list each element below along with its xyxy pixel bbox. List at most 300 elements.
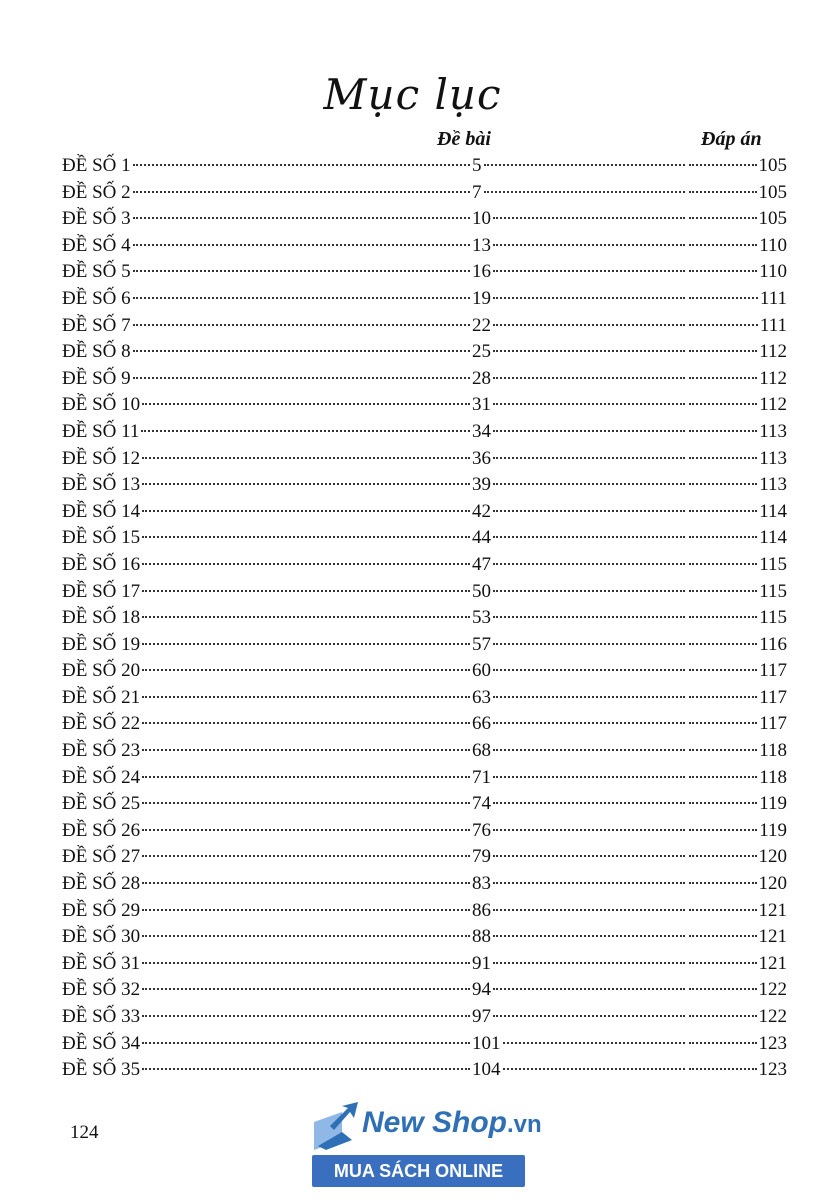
toc-debai-cell [472,685,687,712]
dot-leader [142,909,470,911]
dot-leader [689,403,757,405]
toc-dapan-cell [687,605,787,632]
toc-label-cell [62,259,472,286]
dot-leader [493,643,685,645]
toc-debai-page: 34 [472,420,491,442]
toc-dapan-page: 121 [758,899,787,921]
toc-label-cell [62,765,472,792]
dot-leader [493,217,685,219]
toc-debai-page: 42 [472,500,491,522]
dot-leader [493,350,685,352]
dot-leader [142,536,470,538]
toc-label-cell [62,1004,472,1031]
toc-entry-label: ĐỀ SỐ 15 [62,527,141,549]
toc-row [62,233,787,260]
toc-dapan-cell [687,525,787,552]
dot-leader [689,457,757,459]
dot-leader [142,802,470,804]
toc-row [62,658,787,685]
dot-leader [142,457,470,459]
toc-dapan-cell [687,313,787,340]
toc-row [62,499,787,526]
toc-dapan-page: 113 [759,420,787,442]
brand-tld: .vn [507,1111,542,1138]
toc-debai-page: 57 [472,633,491,655]
toc-debai-cell [472,711,687,738]
toc-debai-page: 74 [472,793,491,815]
toc-debai-page: 91 [472,952,491,974]
dot-leader [493,855,685,857]
toc-entry-label: ĐỀ SỐ 18 [62,607,141,629]
dot-leader [142,563,470,565]
toc-debai-page: 50 [472,580,491,602]
dot-leader [493,563,685,565]
dot-leader [142,616,470,618]
toc-debai-cell [472,818,687,845]
toc-dapan-page: 112 [759,341,787,363]
toc-dapan-page: 119 [759,819,787,841]
dot-leader [689,590,757,592]
toc-entry-label: ĐỀ SỐ 24 [62,766,141,788]
toc-dapan-page: 119 [759,793,787,815]
dot-leader [689,191,757,193]
toc-dapan-page: 122 [758,979,787,1001]
toc-dapan-cell [687,366,787,393]
toc-entry-label: ĐỀ SỐ 30 [62,926,141,948]
dot-leader [142,829,470,831]
dot-leader [689,1015,757,1017]
toc-row [62,366,787,393]
toc-row [62,765,787,792]
column-header-dap-an: Đáp án [701,128,762,150]
dot-leader [133,217,470,219]
toc-dapan-cell [687,259,787,286]
dot-leader [493,962,685,964]
toc-debai-cell [472,658,687,685]
dot-leader [689,1042,757,1044]
toc-dapan-cell [687,711,787,738]
toc-dapan-page: 110 [759,234,787,256]
toc-label-cell [62,924,472,951]
toc-entry-label: ĐỀ SỐ 29 [62,899,141,921]
toc-row [62,951,787,978]
toc-debai-page: 104 [472,1059,501,1081]
toc-debai-page: 31 [472,394,491,416]
toc-label-cell [62,685,472,712]
toc-debai-page: 7 [472,181,482,203]
toc-row [62,605,787,632]
toc-entry-label: ĐỀ SỐ 13 [62,474,141,496]
toc-debai-page: 94 [472,979,491,1001]
dot-leader [493,457,685,459]
toc-dapan-page: 112 [759,367,787,389]
toc-dapan-page: 120 [758,846,787,868]
toc-entry-label: ĐỀ SỐ 9 [62,367,131,389]
toc-dapan-cell [687,472,787,499]
toc-label-cell [62,791,472,818]
toc-debai-cell [472,366,687,393]
dot-leader [133,164,470,166]
toc-dapan-page: 123 [758,1059,787,1081]
toc-dapan-cell [687,738,787,765]
toc-dapan-cell [687,632,787,659]
toc-row [62,738,787,765]
dot-leader [133,297,470,299]
toc-dapan-page: 120 [758,873,787,895]
toc-dapan-cell [687,286,787,313]
toc-debai-cell [472,871,687,898]
toc-debai-page: 63 [472,686,491,708]
toc-entry-label: ĐỀ SỐ 28 [62,873,141,895]
toc-row [62,791,787,818]
dot-leader [493,909,685,911]
dot-leader [689,217,757,219]
toc-dapan-cell [687,1057,787,1084]
toc-entry-label: ĐỀ SỐ 25 [62,793,141,815]
toc-debai-cell [472,765,687,792]
toc-dapan-cell [687,153,787,180]
toc-dapan-cell [687,419,787,446]
dot-leader [493,270,685,272]
toc-label-cell [62,206,472,233]
toc-debai-cell [472,951,687,978]
toc-dapan-page: 116 [759,633,787,655]
toc-dapan-cell [687,1031,787,1058]
dot-leader [689,988,757,990]
dot-leader [142,749,470,751]
dot-leader [142,483,470,485]
toc-entry-label: ĐỀ SỐ 4 [62,234,131,256]
toc-dapan-page: 112 [759,394,787,416]
toc-debai-cell [472,153,687,180]
toc-debai-cell [472,286,687,313]
toc-dapan-cell [687,446,787,473]
toc-debai-cell [472,977,687,1004]
toc-entry-label: ĐỀ SỐ 2 [62,181,131,203]
dot-leader [142,962,470,964]
toc-dapan-page: 115 [759,607,787,629]
toc-debai-cell [472,552,687,579]
dot-leader [141,430,470,432]
toc-debai-cell [472,259,687,286]
toc-label-cell [62,339,472,366]
toc-entry-label: ĐỀ SỐ 12 [62,447,141,469]
dot-leader [142,1015,470,1017]
dot-leader [689,643,757,645]
dot-leader [689,536,757,538]
toc-debai-page: 86 [472,899,491,921]
toc-dapan-cell [687,339,787,366]
toc-entry-label: ĐỀ SỐ 27 [62,846,141,868]
toc-row [62,1004,787,1031]
dot-leader [133,377,470,379]
toc-entry-label: ĐỀ SỐ 17 [62,580,141,602]
toc-debai-page: 13 [472,234,491,256]
dot-leader [689,829,757,831]
dot-leader [689,270,757,272]
dot-leader [689,616,757,618]
dot-leader [133,350,470,352]
dot-leader [142,643,470,645]
toc-dapan-cell [687,818,787,845]
toc-entry-label: ĐỀ SỐ 11 [62,420,140,442]
toc-row [62,472,787,499]
toc-debai-cell [472,313,687,340]
toc-dapan-cell [687,844,787,871]
brand-tagline: MUA SÁCH ONLINE [312,1155,525,1187]
toc-entry-label: ĐỀ SỐ 6 [62,287,131,309]
dot-leader [142,696,470,698]
dot-leader [133,270,470,272]
toc-dapan-cell [687,977,787,1004]
toc-entry-label: ĐỀ SỐ 21 [62,686,141,708]
toc-dapan-cell [687,658,787,685]
toc-debai-cell [472,738,687,765]
toc-dapan-cell [687,871,787,898]
toc-dapan-cell [687,579,787,606]
dot-leader [689,882,757,884]
dot-leader [689,749,757,751]
toc-debai-page: 79 [472,846,491,868]
toc-label-cell [62,419,472,446]
toc-entry-label: ĐỀ SỐ 32 [62,979,141,1001]
dot-leader [503,1068,686,1070]
toc-entry-label: ĐỀ SỐ 8 [62,341,131,363]
dot-leader [689,696,757,698]
toc-dapan-page: 111 [759,314,787,336]
toc-label-cell [62,818,472,845]
toc-label-cell [62,951,472,978]
dot-leader [493,590,685,592]
toc-debai-cell [472,605,687,632]
toc-row [62,711,787,738]
toc-dapan-page: 118 [759,740,787,762]
toc-dapan-cell [687,206,787,233]
dot-leader [493,696,685,698]
toc-dapan-cell [687,552,787,579]
dot-leader [689,722,757,724]
toc-label-cell [62,392,472,419]
toc-dapan-cell [687,765,787,792]
toc-row [62,313,787,340]
dot-leader [689,669,757,671]
dot-leader [493,616,685,618]
dot-leader [493,483,685,485]
dot-leader [493,935,685,937]
dot-leader [493,324,685,326]
toc-label-cell [62,233,472,260]
toc-debai-page: 22 [472,314,491,336]
toc-label-cell [62,711,472,738]
toc-row [62,525,787,552]
dot-leader [689,164,757,166]
dot-leader [142,403,470,405]
toc-entry-label: ĐỀ SỐ 14 [62,500,141,522]
toc-debai-cell [472,579,687,606]
toc-debai-cell [472,206,687,233]
toc-label-cell [62,499,472,526]
toc-label-cell [62,313,472,340]
toc-entry-label: ĐỀ SỐ 10 [62,394,141,416]
column-header-de-bai: Đề bài [437,128,491,150]
toc-debai-cell [472,1031,687,1058]
dot-leader [142,882,470,884]
dot-leader [689,430,757,432]
dot-leader [689,802,757,804]
toc-row [62,579,787,606]
toc-debai-cell [472,632,687,659]
dot-leader [689,297,758,299]
toc-debai-cell [472,924,687,951]
toc-label-cell [62,738,472,765]
toc-row [62,844,787,871]
toc-dapan-cell [687,392,787,419]
dot-leader [493,430,685,432]
dot-leader [689,510,757,512]
toc-label-cell [62,446,472,473]
toc-dapan-page: 113 [759,474,787,496]
dot-leader [142,590,470,592]
toc-dapan-page: 115 [759,553,787,575]
toc-entry-label: ĐỀ SỐ 26 [62,819,141,841]
dot-leader [142,1042,470,1044]
toc-entry-label: ĐỀ SỐ 35 [62,1059,141,1081]
toc-dapan-cell [687,791,787,818]
dot-leader [689,563,757,565]
toc-debai-cell [472,233,687,260]
toc-row [62,339,787,366]
dot-leader [484,164,686,166]
dot-leader [689,1068,757,1070]
dot-leader [689,962,757,964]
dot-leader [142,722,470,724]
dot-leader [493,669,685,671]
toc-debai-page: 44 [472,527,491,549]
toc-entry-label: ĐỀ SỐ 5 [62,261,131,283]
toc-row [62,898,787,925]
page-number: 124 [70,1122,99,1143]
dot-leader [133,244,470,246]
toc-debai-cell [472,898,687,925]
toc-debai-page: 16 [472,261,491,283]
toc-debai-cell [472,525,687,552]
toc-dapan-page: 122 [758,1006,787,1027]
toc-debai-page: 66 [472,713,491,735]
dot-leader [493,829,685,831]
toc-debai-cell [472,180,687,207]
toc-debai-page: 76 [472,819,491,841]
toc-dapan-page: 115 [759,580,787,602]
toc-debai-page: 10 [472,208,491,230]
dot-leader [142,1068,470,1070]
dot-leader [484,191,686,193]
toc-label-cell [62,525,472,552]
toc-dapan-cell [687,1004,787,1031]
toc-dapan-page: 117 [759,686,787,708]
toc-entry-label: ĐỀ SỐ 31 [62,952,141,974]
toc-debai-cell [472,1057,687,1084]
toc-dapan-cell [687,499,787,526]
toc-entry-label: ĐỀ SỐ 1 [62,155,131,176]
toc-row [62,871,787,898]
toc-row [62,446,787,473]
toc-label-cell [62,632,472,659]
toc-debai-cell [472,472,687,499]
toc-debai-page: 47 [472,553,491,575]
toc-label-cell [62,658,472,685]
dot-leader [142,935,470,937]
toc-debai-page: 97 [472,1006,491,1027]
toc-label-cell [62,977,472,1004]
dot-leader [493,297,685,299]
toc-dapan-page: 114 [759,500,787,522]
arrow-book-icon [312,1102,360,1152]
toc-row [62,180,787,207]
toc-entry-label: ĐỀ SỐ 20 [62,660,141,682]
dot-leader [133,324,470,326]
dot-leader [142,855,470,857]
toc-dapan-page: 113 [759,447,787,469]
toc-label-cell [62,286,472,313]
toc-entry-label: ĐỀ SỐ 16 [62,553,141,575]
toc-dapan-page: 110 [759,261,787,283]
toc-dapan-page: 111 [759,287,787,309]
toc-row [62,632,787,659]
dot-leader [493,722,685,724]
toc-row [62,419,787,446]
toc-dapan-cell [687,924,787,951]
toc-row [62,286,787,313]
toc-debai-page: 25 [472,341,491,363]
toc-dapan-page: 117 [759,660,787,682]
brand-name-text: New Shop [362,1106,508,1139]
dot-leader [493,988,685,990]
toc-row [62,206,787,233]
toc-debai-cell [472,844,687,871]
toc-label-cell [62,1031,472,1058]
toc-row [62,977,787,1004]
toc-debai-page: 53 [472,607,491,629]
dot-leader [142,988,470,990]
dot-leader [493,510,685,512]
toc-row [62,818,787,845]
toc-dapan-page: 121 [758,926,787,948]
toc-debai-page: 36 [472,447,491,469]
toc-row [62,924,787,951]
toc-debai-cell [472,446,687,473]
toc-debai-cell [472,392,687,419]
dot-leader [493,749,685,751]
toc-debai-page: 19 [472,287,491,309]
toc-label-cell [62,366,472,393]
toc-label-cell [62,1057,472,1084]
toc-entry-label: ĐỀ SỐ 34 [62,1032,141,1054]
toc-debai-page: 71 [472,766,491,788]
toc-dapan-cell [687,951,787,978]
dot-leader [493,377,685,379]
toc-entry-label: ĐỀ SỐ 33 [62,1006,141,1027]
dot-leader [142,776,470,778]
dot-leader [689,935,757,937]
newshop-watermark [312,1102,542,1190]
toc-label-cell [62,871,472,898]
dot-leader [142,510,470,512]
toc-dapan-cell [687,898,787,925]
toc-debai-page: 68 [472,740,491,762]
toc-dapan-cell [687,233,787,260]
toc-debai-cell [472,419,687,446]
toc-row [62,685,787,712]
